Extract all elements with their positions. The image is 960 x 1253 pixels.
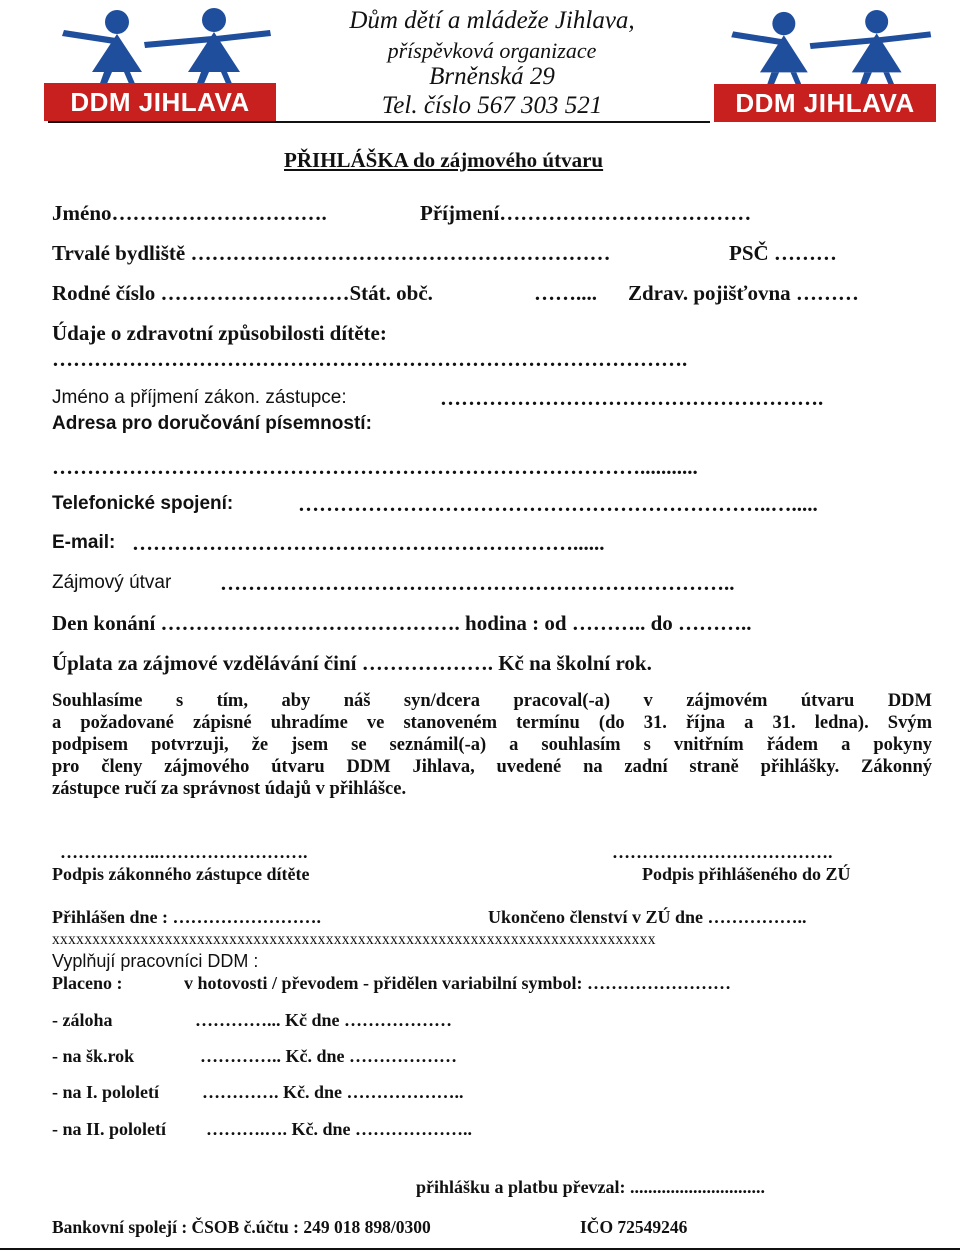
consent-line: pro členy zájmového útvaru DDM Jihlava, uvedené na zadní straně přihlášky. Zákonný bbox=[52, 757, 932, 777]
field-rodne-cislo: Rodné číslo ………………………Stát. obč. bbox=[52, 281, 433, 305]
consent-line: zástupce ručí za správnost údajů v přihlášce. bbox=[52, 779, 407, 799]
placeno-text: v hotovosti / převodem - přidělen variabilní symbol: …………………… bbox=[184, 973, 732, 993]
bank-account: Bankovní spolejí : ČSOB č.účtu : 249 018 898/0300 bbox=[52, 1217, 431, 1237]
field-zdravotni: Údaje o zdravotní způsobilosti dítěte: bbox=[52, 321, 387, 345]
field-adresa-dots: …………………………………………………………………………........... bbox=[52, 455, 698, 479]
received-by: přihlášku a platbu převzal: .............................. bbox=[416, 1177, 766, 1197]
header-rule bbox=[48, 121, 710, 123]
field-prijmeni: Příjmení……………………………… bbox=[420, 201, 752, 225]
field-zdrav: Zdrav. pojišťovna ……… bbox=[628, 281, 859, 305]
field-adresa: Adresa pro doručování písemností: bbox=[52, 413, 372, 434]
field-telefon-dots: …………………………………………………………..…..... bbox=[298, 492, 818, 516]
consent-line: Souhlasíme s tím, aby náš syn/dcera pracoval(-a) v zájmovém útvaru DDM bbox=[52, 691, 932, 711]
consent-line: podpisem potvrzuji, že jsem se seznámil(-a) a souhlasím s vnitřním řádem a pokyny bbox=[52, 735, 932, 755]
field-psc: PSČ ……… bbox=[729, 241, 837, 265]
signature-left-dots: ……………..……………………. bbox=[60, 842, 308, 862]
ico-number: IČO 72549246 bbox=[580, 1217, 688, 1237]
field-zdravotni-dots: ………………………………………………………………………………. bbox=[52, 347, 688, 371]
payment-row-text: …………. Kč. dne ……………….. bbox=[202, 1082, 464, 1102]
signature-right-label: Podpis přihlášeného do ZÚ bbox=[642, 864, 851, 884]
signature-right-dots: ………………………………. bbox=[612, 842, 833, 862]
field-telefon: Telefonické spojení: bbox=[52, 493, 234, 514]
payment-row-text: ………….. Kč. dne ……………… bbox=[200, 1046, 458, 1066]
logo-text: DDM JIHLAVA bbox=[714, 84, 936, 122]
payment-row-text: …………... Kč dne ……………… bbox=[195, 1010, 453, 1030]
field-uplata: Úplata za zájmové vzdělávání činí ………………. Kč na školní rok. bbox=[52, 651, 652, 675]
field-den: Den konání ……………………………………. hodina : od ……….. do ……….. bbox=[52, 611, 752, 635]
placeno-label: Placeno : bbox=[52, 973, 123, 993]
ddm-logo-left bbox=[44, 6, 276, 121]
membership-end-date: Ukončeno členství v ZÚ dne …………….. bbox=[488, 907, 807, 927]
signature-left-label: Podpis zákonného zástupce dítěte bbox=[52, 864, 310, 884]
field-bydliste: Trvalé bydliště …………………………………………………… bbox=[52, 241, 611, 265]
field-stat-obc-dots: …….... bbox=[534, 281, 597, 305]
field-zastupce: Jméno a příjmení zákon. zástupce: bbox=[52, 387, 347, 408]
payment-row-label: - záloha bbox=[52, 1010, 113, 1030]
payment-row-label: - na šk.rok bbox=[52, 1046, 135, 1066]
field-email: E-mail: bbox=[52, 532, 116, 553]
office-note: Vyplňují pracovníci DDM : bbox=[52, 951, 259, 971]
separator-line: xxxxxxxxxxxxxxxxxxxxxxxxxxxxxxxxxxxxxxxxxxxxxxxxxxxxxxxxxxxxxxxxxxxxxxxxxxx bbox=[52, 931, 656, 948]
consent-line: a požadované zápisné uhradíme ve stanoveném termínu (do 31. října a 31. ledna). Svým bbox=[52, 713, 932, 733]
field-zastupce-dots: ………………………………………………. bbox=[440, 386, 824, 410]
consent-paragraph bbox=[52, 690, 932, 800]
field-utvar: Zájmový útvar bbox=[52, 572, 172, 593]
org-name: Dům dětí a mládeže Jihlava, bbox=[349, 7, 635, 34]
ddm-logo-right bbox=[714, 8, 936, 122]
field-utvar-dots: ……………………………………………………………….. bbox=[220, 571, 735, 595]
payment-row-text: ……….…. Kč. dne ……………….. bbox=[206, 1119, 473, 1139]
field-email-dots: ………………………………………………………...... bbox=[132, 531, 605, 555]
registered-date: Přihlášen dne : ……………………. bbox=[52, 907, 322, 927]
figures-icon bbox=[44, 6, 276, 86]
field-jmeno: Jméno…………………………. bbox=[52, 201, 327, 225]
org-street: Brněnská 29 bbox=[429, 63, 555, 90]
org-type: příspěvková organizace bbox=[387, 38, 597, 63]
org-phone: Tel. číslo 567 303 521 bbox=[381, 92, 603, 119]
form-title: PŘIHLÁŠKA do zájmového útvaru bbox=[284, 148, 604, 172]
footer-rule bbox=[0, 1248, 960, 1250]
figures-icon bbox=[714, 8, 936, 86]
payment-row-label: - na I. pololetí bbox=[52, 1082, 160, 1102]
payment-row-label: - na II. pololetí bbox=[52, 1119, 167, 1139]
logo-text: DDM JIHLAVA bbox=[44, 83, 276, 121]
